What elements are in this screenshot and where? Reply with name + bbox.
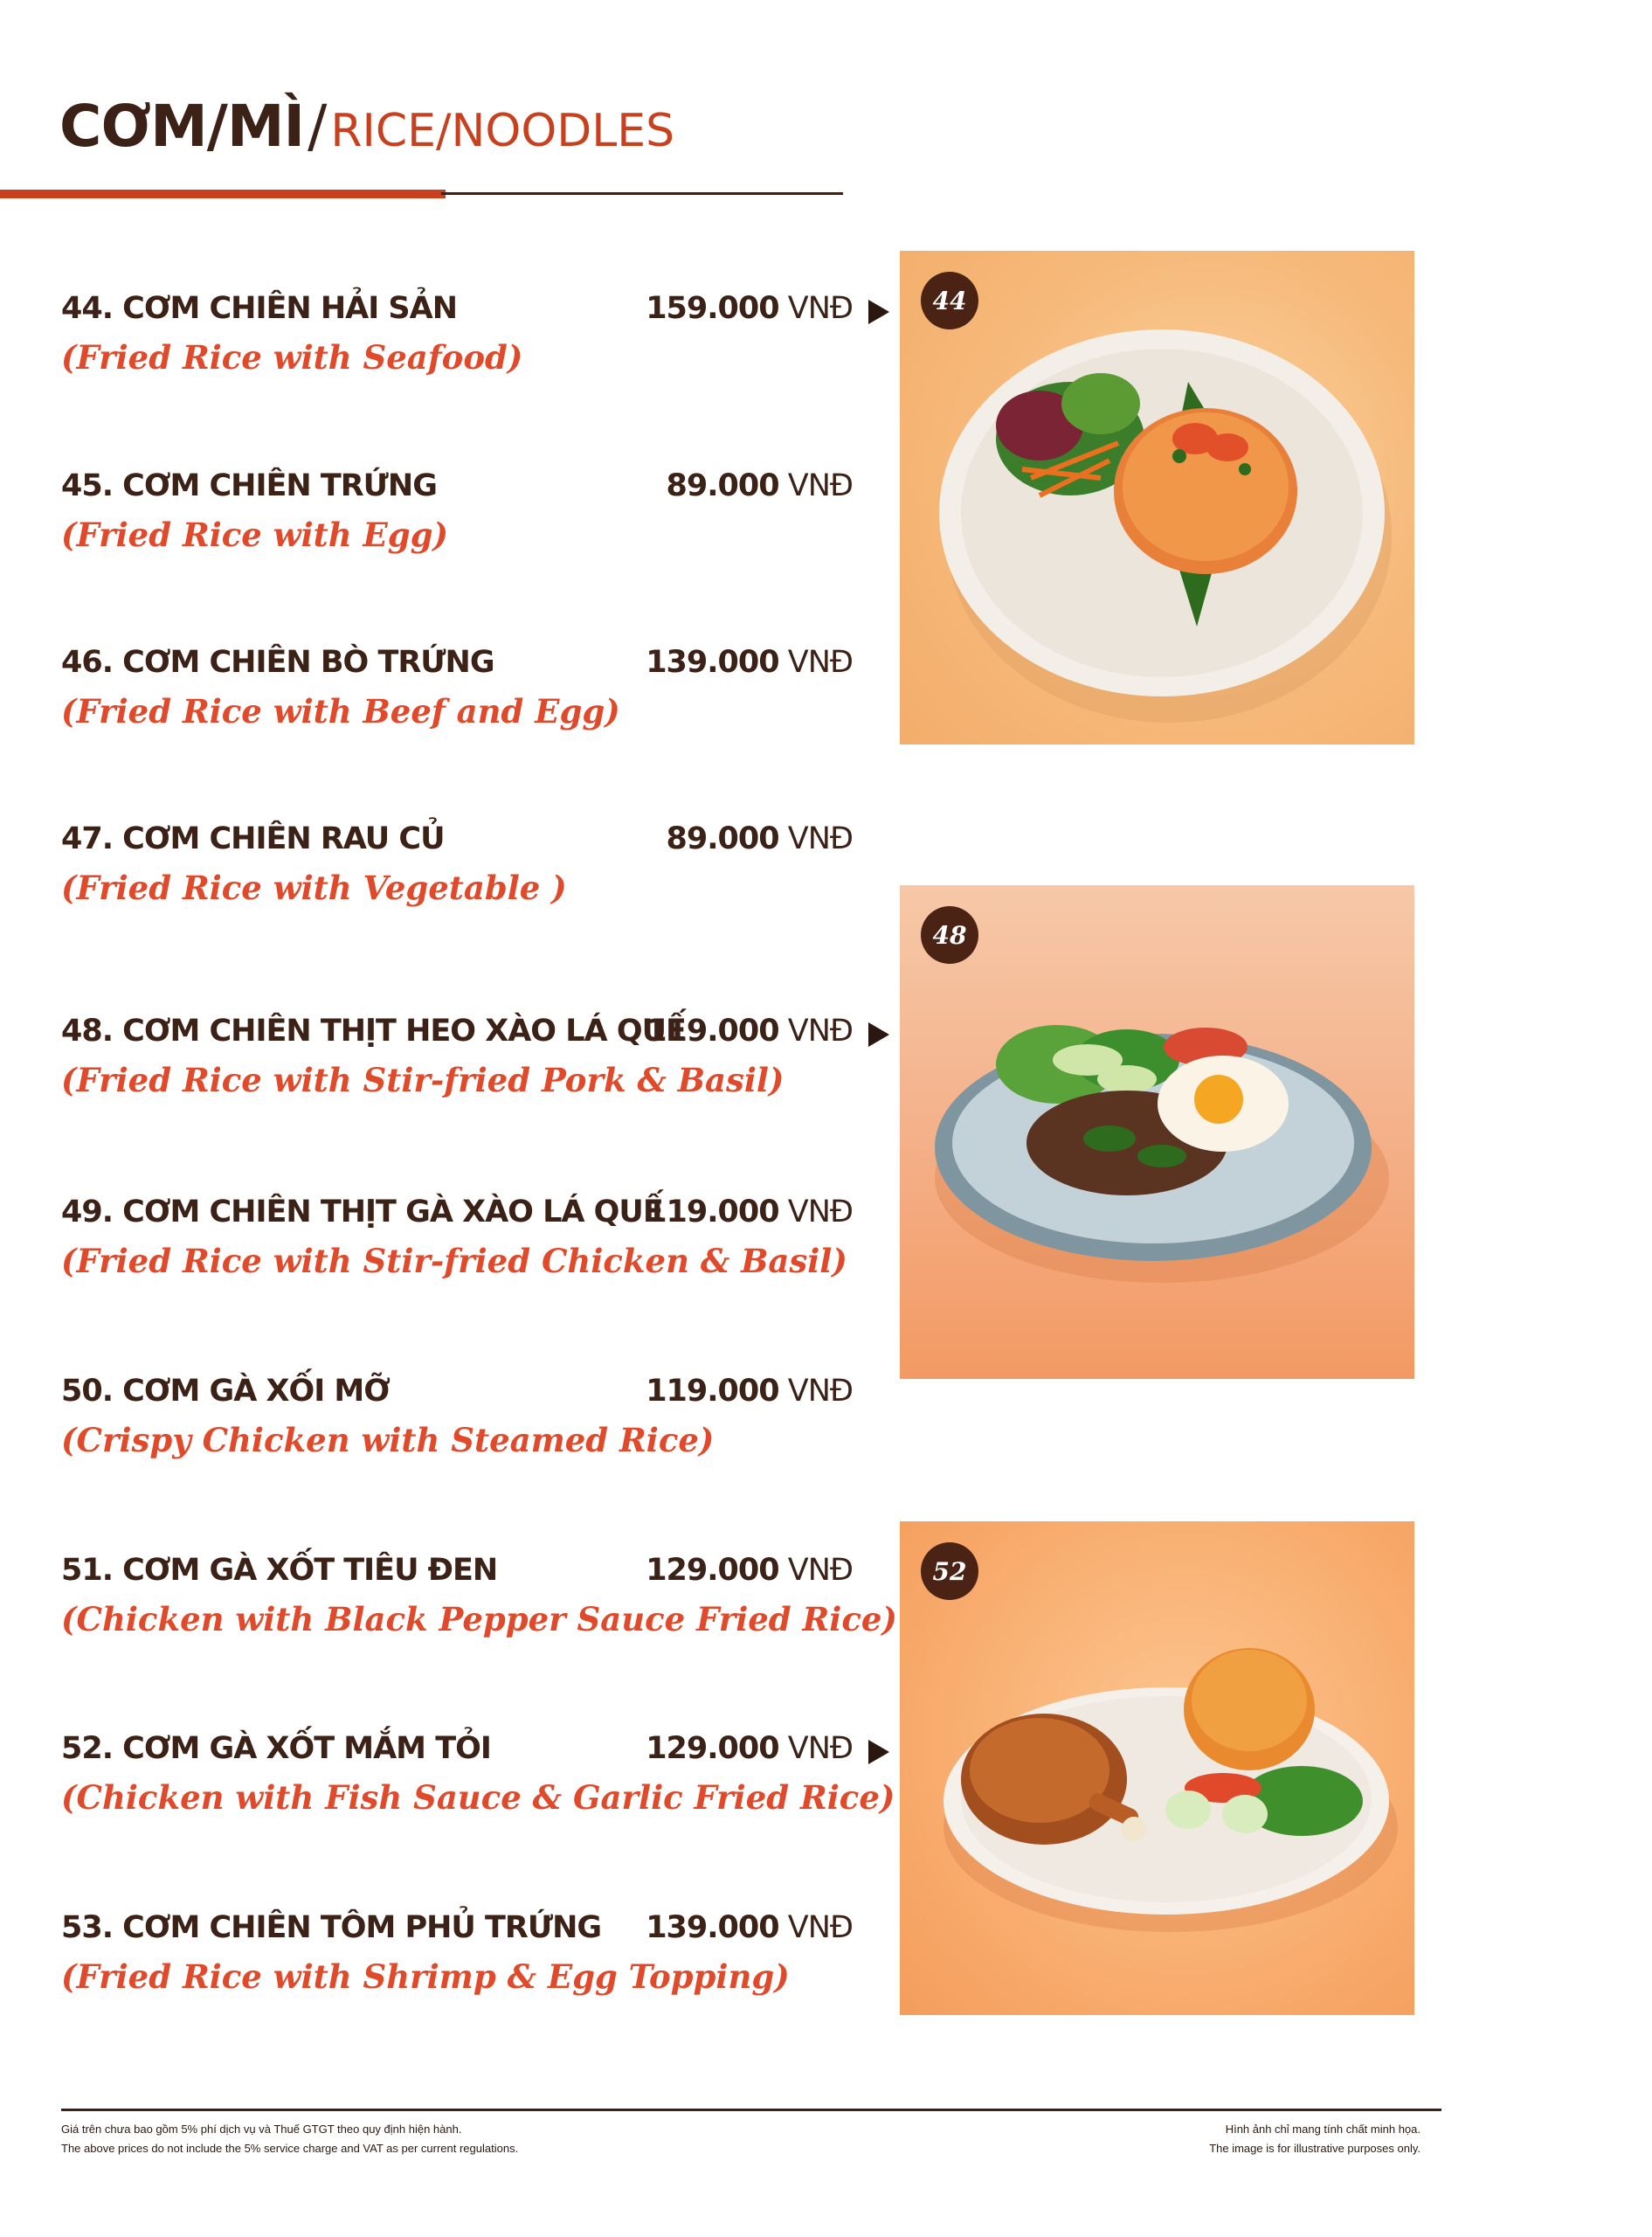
item-name: 50. CƠM GÀ XỐI MỠ <box>61 1374 390 1409</box>
title-separator: / <box>308 93 328 160</box>
photo-panel-48 <box>900 885 1414 1379</box>
item-price <box>667 468 853 503</box>
price-amount: 119.000 <box>646 1195 779 1229</box>
item-english-name: (Fried Rice with Egg) <box>61 516 448 554</box>
item-price <box>646 1731 853 1766</box>
price-amount: 139.000 <box>646 1910 779 1945</box>
item-english-name: (Fried Rice with Stir-fried Pork & Basil) <box>61 1061 785 1099</box>
item-number-badge: 44 <box>921 272 978 329</box>
item-number-badge: 48 <box>921 906 978 964</box>
price-currency: VNĐ <box>787 821 853 856</box>
price-currency: VNĐ <box>787 1195 853 1229</box>
menu-item-50[interactable] <box>61 1374 900 1479</box>
photo-panel-44 <box>900 251 1414 745</box>
price-currency: VNĐ <box>787 1731 853 1766</box>
dish-image-fried-rice-pork-basil <box>900 885 1414 1379</box>
price-amount: 89.000 <box>666 468 779 503</box>
item-price <box>646 291 853 326</box>
item-english-name: (Fried Rice with Seafood) <box>61 338 523 377</box>
title-english: RICE/NOODLES <box>330 105 675 157</box>
image-disclaimer <box>1209 2120 1420 2158</box>
dish-image-fried-rice-seafood <box>900 251 1414 745</box>
arrow-right-icon <box>868 1022 889 1047</box>
price-currency: VNĐ <box>787 1553 853 1588</box>
item-number-badge: 52 <box>921 1542 978 1600</box>
menu-item-46[interactable] <box>61 645 900 750</box>
menu-item-45[interactable] <box>61 468 900 573</box>
item-name: 52. CƠM GÀ XỐT MẮM TỎI <box>61 1731 491 1766</box>
item-english-name: (Fried Rice with Stir-fried Chicken & Basil) <box>61 1242 847 1280</box>
price-amount: 89.000 <box>666 821 779 856</box>
price-amount: 129.000 <box>646 1553 779 1588</box>
item-price <box>646 1553 853 1588</box>
item-name: 47. CƠM CHIÊN RAU CỦ <box>61 821 445 856</box>
header-divider <box>441 192 843 195</box>
item-name: 49. CƠM CHIÊN THỊT GÀ XÀO LÁ QUẾ <box>61 1195 663 1229</box>
price-currency: VNĐ <box>787 645 853 680</box>
item-price <box>646 1014 853 1049</box>
item-english-name: (Crispy Chicken with Steamed Rice) <box>61 1421 715 1459</box>
price-amount: 119.000 <box>646 1374 779 1409</box>
menu-item-51[interactable] <box>61 1553 900 1658</box>
dish-image-chicken-fish-sauce <box>900 1521 1414 2015</box>
item-english-name: (Fried Rice with Vegetable ) <box>61 869 567 907</box>
item-price <box>646 1374 853 1409</box>
price-currency: VNĐ <box>787 1014 853 1049</box>
title-vietnamese: CƠM/MÌ <box>59 93 305 160</box>
item-price <box>646 645 853 680</box>
item-name: 48. CƠM CHIÊN THỊT HEO XÀO LÁ QUẾ <box>61 1014 686 1049</box>
menu-item-48[interactable] <box>61 1014 900 1118</box>
price-disclaimer-vi: Giá trên chưa bao gồm 5% phí dịch vụ và Thuế GTGT theo quy định hiện hành. <box>61 2123 462 2136</box>
price-disclaimer-en: The above prices do not include the 5% service charge and VAT as per current regulations. <box>61 2142 519 2155</box>
menu-item-52[interactable] <box>61 1731 900 1836</box>
item-english-name: (Chicken with Fish Sauce & Garlic Fried Rice) <box>61 1778 895 1817</box>
photo-panel-52 <box>900 1521 1414 2015</box>
menu-item-49[interactable] <box>61 1195 900 1299</box>
footer-divider <box>61 2109 1441 2111</box>
arrow-right-icon <box>868 300 889 324</box>
item-name: 46. CƠM CHIÊN BÒ TRỨNG <box>61 645 494 680</box>
item-english-name: (Chicken with Black Pepper Sauce Fried Rice) <box>61 1600 897 1638</box>
item-name: 44. CƠM CHIÊN HẢI SẢN <box>61 291 458 326</box>
price-currency: VNĐ <box>787 1910 853 1945</box>
arrow-right-icon <box>868 1740 889 1764</box>
item-price <box>667 821 853 856</box>
page-title <box>59 93 675 160</box>
price-amount: 139.000 <box>646 645 779 680</box>
price-amount: 159.000 <box>646 291 779 326</box>
item-price <box>646 1910 853 1945</box>
price-currency: VNĐ <box>787 468 853 503</box>
image-disclaimer-vi: Hình ảnh chỉ mang tính chất minh họa. <box>1225 2123 1420 2136</box>
menu-item-53[interactable] <box>61 1910 900 2015</box>
item-price <box>646 1195 853 1229</box>
image-disclaimer-en: The image is for illustrative purposes only. <box>1209 2142 1420 2155</box>
item-english-name: (Fried Rice with Beef and Egg) <box>61 692 620 731</box>
price-currency: VNĐ <box>787 1374 853 1409</box>
item-english-name: (Fried Rice with Shrimp & Egg Topping) <box>61 1957 790 1996</box>
menu-item-44[interactable] <box>61 291 900 396</box>
item-name: 45. CƠM CHIÊN TRỨNG <box>61 468 437 503</box>
item-name: 51. CƠM GÀ XỐT TIÊU ĐEN <box>61 1553 498 1588</box>
header-accent-rule <box>0 190 446 198</box>
price-amount: 119.000 <box>646 1014 779 1049</box>
price-disclaimer <box>61 2120 518 2158</box>
price-amount: 129.000 <box>646 1731 779 1766</box>
price-currency: VNĐ <box>787 291 853 326</box>
menu-item-47[interactable] <box>61 821 900 926</box>
item-name: 53. CƠM CHIÊN TÔM PHỦ TRỨNG <box>61 1910 602 1945</box>
